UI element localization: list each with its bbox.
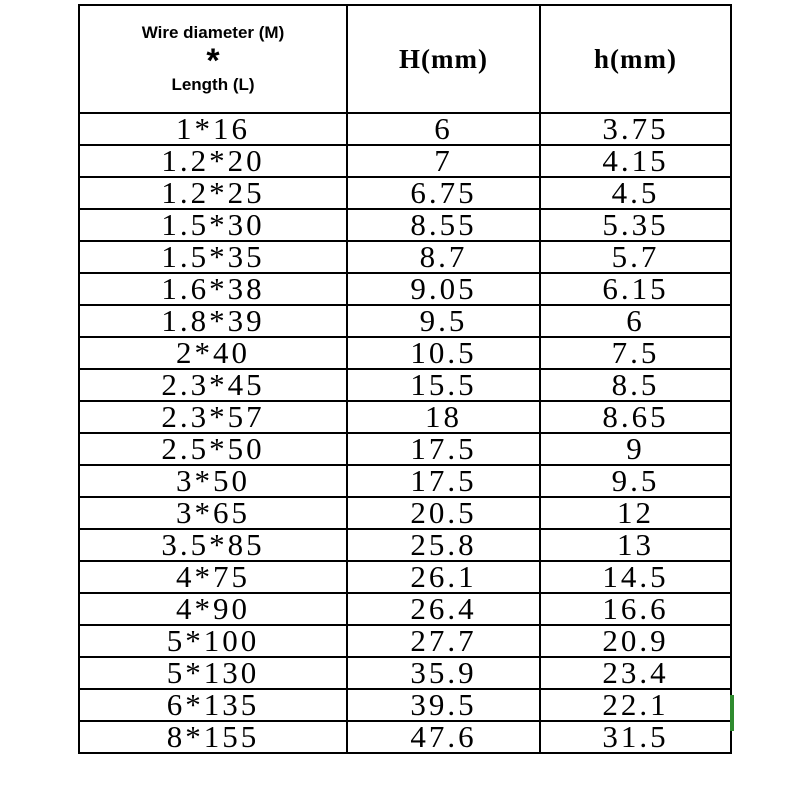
cell-h: 5.35	[540, 209, 731, 241]
header-multiply-symbol: *	[206, 42, 220, 80]
cell-h: 5.7	[540, 241, 731, 273]
cell-wire-length: 4*90	[79, 593, 347, 625]
cell-H: 8.7	[347, 241, 540, 273]
table-body	[79, 113, 731, 753]
cell-h: 31.5	[540, 721, 731, 753]
cell-H: 26.4	[347, 593, 540, 625]
header-wire-diameter: Wire diameter (M)	[141, 23, 285, 42]
cell-H: 10.5	[347, 337, 540, 369]
table-row	[79, 241, 731, 273]
table-row	[79, 529, 731, 561]
cell-H: 26.1	[347, 561, 540, 593]
cell-h: 20.9	[540, 625, 731, 657]
cell-wire-length: 1.2*20	[79, 145, 347, 177]
header-H	[347, 5, 540, 113]
cell-h: 4.15	[540, 145, 731, 177]
cell-wire-length: 1.2*25	[79, 177, 347, 209]
header-length: Length (L)	[171, 75, 255, 94]
cell-H: 7	[347, 145, 540, 177]
table-row	[79, 369, 731, 401]
cell-h: 6	[540, 305, 731, 337]
table-row	[79, 561, 731, 593]
table-row	[79, 209, 731, 241]
cell-wire-length: 2.3*57	[79, 401, 347, 433]
cell-H: 18	[347, 401, 540, 433]
cell-h: 7.5	[540, 337, 731, 369]
cell-H: 35.9	[347, 657, 540, 689]
table-row	[79, 497, 731, 529]
table-row	[79, 593, 731, 625]
header-H-label: H(mm)	[399, 43, 488, 74]
green-edge-mark	[730, 695, 734, 731]
table-row	[79, 689, 731, 721]
cell-h: 3.75	[540, 113, 731, 145]
cell-h: 13	[540, 529, 731, 561]
table-row	[79, 401, 731, 433]
cell-H: 8.55	[347, 209, 540, 241]
cell-H: 39.5	[347, 689, 540, 721]
cell-wire-length: 1*16	[79, 113, 347, 145]
cell-h: 9.5	[540, 465, 731, 497]
cell-wire-length: 6*135	[79, 689, 347, 721]
cell-wire-length: 2*40	[79, 337, 347, 369]
cell-H: 25.8	[347, 529, 540, 561]
cell-H: 17.5	[347, 465, 540, 497]
cell-wire-length: 4*75	[79, 561, 347, 593]
cell-wire-length: 1.6*38	[79, 273, 347, 305]
cell-wire-length: 2.3*45	[79, 369, 347, 401]
cell-h: 14.5	[540, 561, 731, 593]
cell-wire-length: 5*130	[79, 657, 347, 689]
table-row	[79, 337, 731, 369]
table-header-row	[79, 5, 731, 113]
table-row	[79, 177, 731, 209]
cell-wire-length: 2.5*50	[79, 433, 347, 465]
cell-wire-length: 3.5*85	[79, 529, 347, 561]
table-row	[79, 145, 731, 177]
spring-size-table	[78, 4, 732, 754]
table-row	[79, 305, 731, 337]
table-row	[79, 721, 731, 753]
header-h	[540, 5, 731, 113]
spring-size-table-container	[78, 4, 730, 754]
cell-H: 9.05	[347, 273, 540, 305]
cell-h: 16.6	[540, 593, 731, 625]
cell-H: 9.5	[347, 305, 540, 337]
cell-H: 47.6	[347, 721, 540, 753]
cell-wire-length: 8*155	[79, 721, 347, 753]
cell-h: 8.5	[540, 369, 731, 401]
cell-wire-length: 1.5*35	[79, 241, 347, 273]
table-row	[79, 625, 731, 657]
cell-wire-length: 1.8*39	[79, 305, 347, 337]
cell-H: 27.7	[347, 625, 540, 657]
cell-H: 17.5	[347, 433, 540, 465]
table-row	[79, 433, 731, 465]
cell-h: 6.15	[540, 273, 731, 305]
cell-H: 15.5	[347, 369, 540, 401]
cell-h: 22.1	[540, 689, 731, 721]
table-row	[79, 273, 731, 305]
cell-h: 23.4	[540, 657, 731, 689]
cell-wire-length: 5*100	[79, 625, 347, 657]
cell-h: 4.5	[540, 177, 731, 209]
cell-h: 12	[540, 497, 731, 529]
cell-H: 6	[347, 113, 540, 145]
cell-H: 20.5	[347, 497, 540, 529]
cell-wire-length: 3*65	[79, 497, 347, 529]
table-row	[79, 113, 731, 145]
table-row	[79, 657, 731, 689]
header-h-label: h(mm)	[594, 43, 677, 74]
cell-h: 9	[540, 433, 731, 465]
cell-H: 6.75	[347, 177, 540, 209]
table-row	[79, 465, 731, 497]
cell-wire-length: 3*50	[79, 465, 347, 497]
cell-h: 8.65	[540, 401, 731, 433]
cell-wire-length: 1.5*30	[79, 209, 347, 241]
header-wire-length	[79, 5, 347, 113]
